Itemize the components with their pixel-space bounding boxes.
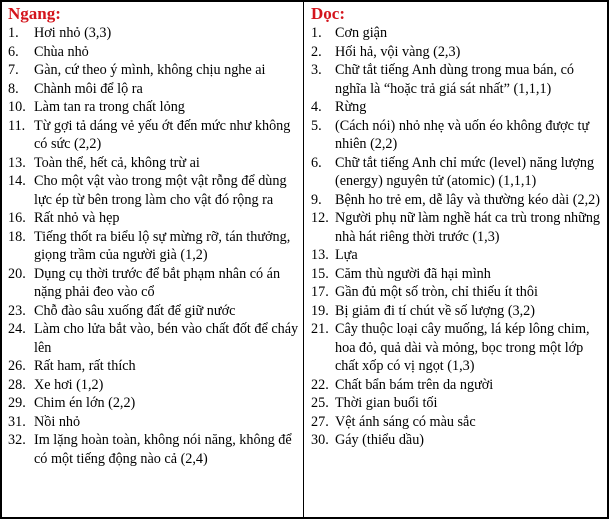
clue-number: 24. [8, 321, 26, 337]
down-heading: Dọc: [311, 4, 345, 23]
across-clue [8, 61, 300, 80]
clue-number: 20. [8, 265, 26, 282]
down-clue-list [311, 24, 607, 450]
clue-number: 12. [311, 210, 329, 226]
across-column [8, 4, 300, 468]
clue-number: 9. [311, 191, 322, 208]
across-clue [8, 302, 300, 321]
down-clue [311, 98, 607, 117]
across-clue [8, 98, 300, 117]
clue-text: Rất nhỏ và hẹp [34, 210, 120, 226]
clue-text: Bị giảm đi tí chút về số lượng (3,2) [335, 302, 536, 319]
down-clue [311, 431, 607, 450]
clue-number: 8. [8, 80, 19, 97]
down-clue [311, 413, 607, 432]
clue-text: Làm cho lửa bắt vào, bén vào chất đốt để cháy lên [34, 321, 299, 356]
clue-text: Chỗ đào sâu xuống đất để giữ nước [34, 302, 236, 319]
across-clue [8, 43, 300, 62]
down-clue [311, 302, 607, 321]
clue-number: 18. [8, 228, 26, 245]
clue-number: 6. [311, 154, 322, 171]
clue-text: Cơn giận [335, 25, 388, 41]
clue-number: 22. [311, 376, 329, 393]
clue-text: Gần đủ một số tròn, chỉ thiếu ít thôi [335, 284, 538, 300]
clue-text: Căm thù người đã hại mình [335, 265, 491, 282]
clue-text: Chữ tắt tiếng Anh chỉ mức (level) năng lượng (energy) nguyên tử (atomic) (1,1,1) [335, 154, 595, 189]
clue-number: 6. [8, 43, 19, 60]
clue-text: Hơi nhỏ (3,3) [34, 25, 112, 41]
clue-text: Chùa nhỏ [34, 43, 89, 60]
across-clue [8, 80, 300, 99]
clue-text: (Cách nói) nhỏ nhẹ và uốn éo không được tự nhiên (2,2) [335, 117, 590, 152]
clue-text: Rừng [335, 99, 367, 115]
down-clue [311, 246, 607, 265]
clue-number: 32. [8, 432, 26, 448]
clue-number: 4. [311, 99, 322, 115]
across-heading: Ngang: [8, 4, 61, 23]
down-clue [311, 394, 607, 413]
clue-text: Người phụ nữ làm nghề hát ca trù trong những nhà hát riêng thời trước (1,3) [335, 210, 601, 245]
clue-text: Nồi nhỏ [34, 413, 81, 430]
down-column [311, 4, 607, 450]
clue-number: 25. [311, 395, 329, 411]
across-clue [8, 413, 300, 432]
down-clue [311, 209, 607, 246]
clue-text: Từ gợi tả dáng vẻ yếu ớt đến mức như không có sức (2,2) [34, 117, 291, 152]
across-clue [8, 117, 300, 154]
clue-number: 27. [311, 413, 329, 430]
clue-number: 2. [311, 43, 322, 60]
down-clue [311, 283, 607, 302]
clue-text: Dụng cụ thời trước để bắt phạm nhân có án nặng phải đeo vào cổ [34, 265, 281, 300]
clue-number: 3. [311, 62, 322, 78]
clue-text: Thời gian buổi tối [335, 395, 438, 411]
clue-text: Gáy (thiểu dầu) [335, 432, 425, 448]
across-clue [8, 376, 300, 395]
clue-number: 5. [311, 117, 322, 134]
clue-text: Xe hơi (1,2) [34, 376, 104, 393]
clue-number: 13. [8, 154, 26, 171]
across-clue [8, 431, 300, 468]
clue-number: 14. [8, 173, 26, 189]
clue-number: 29. [8, 395, 26, 411]
clue-number: 23. [8, 302, 26, 319]
across-clue [8, 154, 300, 173]
across-clue [8, 357, 300, 376]
clue-text: Chất bẩn bám trên da người [335, 376, 494, 393]
clue-number: 11. [8, 117, 26, 134]
clue-number: 10. [8, 99, 26, 115]
clue-number: 1. [311, 25, 322, 41]
down-clue [311, 43, 607, 62]
clue-text: Rất ham, rất thích [34, 358, 136, 374]
clue-number: 28. [8, 376, 26, 393]
clue-text: Cây thuộc loại cây muống, lá kép lông chim, hoa đỏ, quả dài và mỏng, bọc trong một lớp chất xốp có vị ngọt (1,3) [335, 321, 590, 374]
clue-text: Bệnh ho trẻ em, dễ lây và thường kéo dài (2,2) [335, 191, 600, 208]
column-divider [303, 2, 304, 517]
clue-number: 1. [8, 25, 19, 41]
clue-text: Toàn thể, hết cả, không trừ ai [34, 154, 200, 171]
clue-text: Làm tan ra trong chất lỏng [34, 99, 185, 115]
clue-number: 31. [8, 413, 26, 430]
across-clue [8, 265, 300, 302]
clue-text: Hối hả, vội vàng (2,3) [335, 43, 461, 60]
down-clue [311, 320, 607, 376]
clue-text: Vệt ánh sáng có màu sắc [335, 413, 476, 430]
across-clue [8, 228, 300, 265]
clue-number: 21. [311, 321, 329, 337]
clue-text: Lựa [335, 247, 358, 263]
clue-number: 16. [8, 210, 26, 226]
clue-number: 13. [311, 247, 329, 263]
clue-text: Tiếng thốt ra biểu lộ sự mừng rỡ, tán thưởng, giọng trầm của người già (1,2) [34, 228, 291, 263]
clue-text: Im lặng hoàn toàn, không nói năng, không để có một tiếng động nào cả (2,4) [34, 432, 292, 467]
down-clue [311, 24, 607, 43]
down-clue [311, 191, 607, 210]
clue-number: 30. [311, 432, 329, 448]
across-clue-list [8, 24, 300, 468]
clue-number: 26. [8, 358, 26, 374]
down-clue [311, 154, 607, 191]
clue-text: Chành môi để lộ ra [34, 80, 143, 97]
clue-text: Chim én lớn (2,2) [34, 395, 136, 411]
across-clue [8, 394, 300, 413]
across-clue [8, 24, 300, 43]
across-clue [8, 209, 300, 228]
across-clue [8, 172, 300, 209]
down-clue [311, 265, 607, 284]
across-clue [8, 320, 300, 357]
clue-text: Chữ tắt tiếng Anh dùng trong mua bán, có nghĩa là “hoặc trả giá sát nhất” (1,1,1) [335, 62, 574, 97]
clue-text: Gàn, cứ theo ý mình, không chịu nghe ai [34, 62, 266, 78]
clue-number: 15. [311, 265, 329, 282]
down-clue [311, 376, 607, 395]
clue-text: Cho một vật vào trong một vật rỗng để dùng lực ép từ bên trong làm cho vật đó rộng ra [34, 173, 287, 208]
clue-number: 17. [311, 284, 329, 300]
down-clue [311, 117, 607, 154]
down-clue [311, 61, 607, 98]
clue-number: 7. [8, 62, 19, 78]
clue-number: 19. [311, 302, 329, 319]
